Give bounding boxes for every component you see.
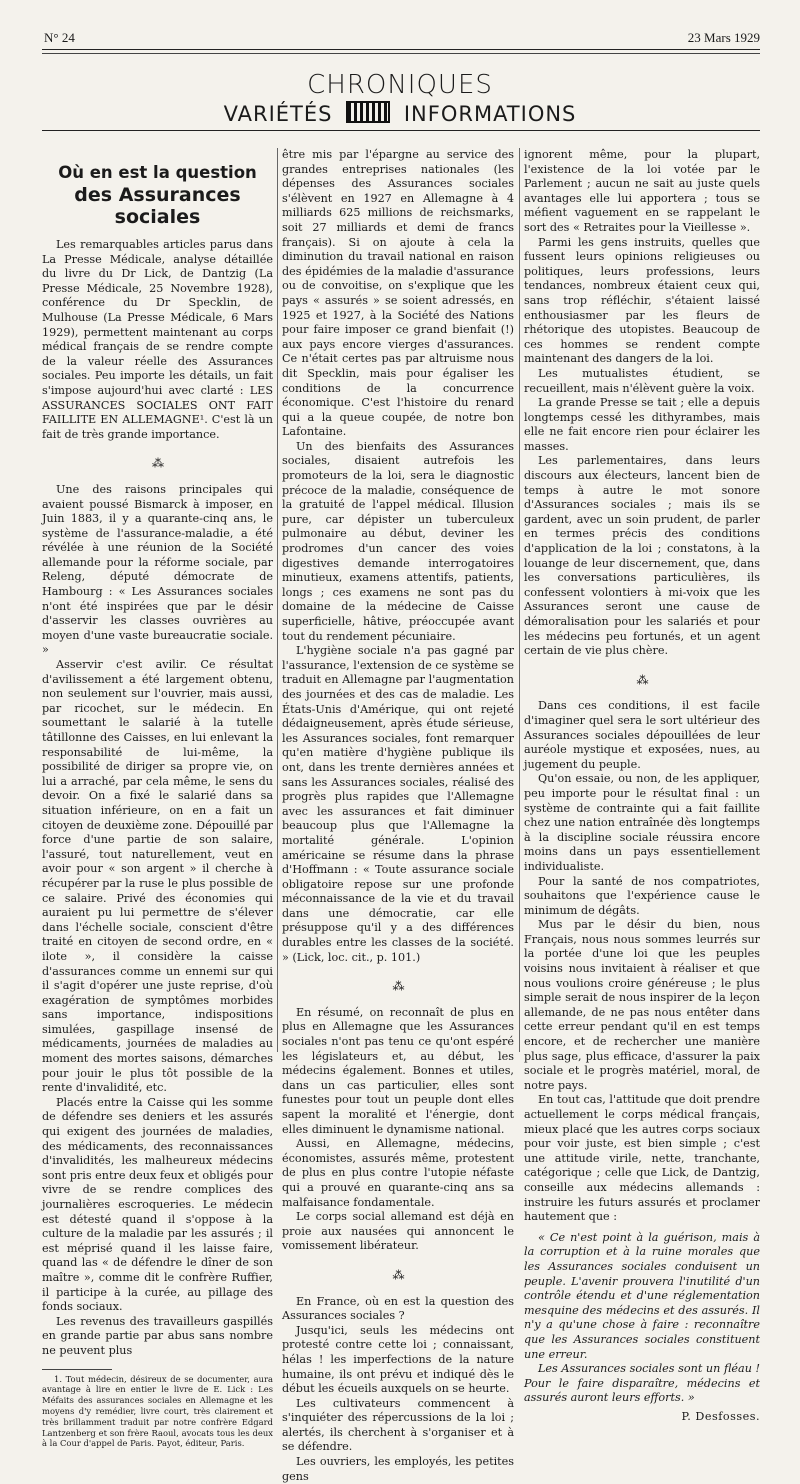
article-title: Où en est la question des Assurances sociales [58,163,257,228]
paragraph: En résumé, on reconnaît de plus en plus en Allemagne que les Assurances sociales n'ont pas tenu ce qu'ont espéré les législateurs et, au début, les médecins également. Bonnes et utiles, dans un cas particulier, elles sont funestes pour tout un peuple dont elles sapent la moralité et l'énergie, dont elles diminuent le dynamisme national. [282,1005,514,1136]
paragraph: L'hygiène sociale n'a pas gagné par l'assurance, l'extension de ce système se traduit en Allemagne par l'augmentation des journées et des cas de maladie. Les États-Unis d'Amérique, qui ont rejeté dédaigneusement, après étude sérieuse, les Assurances sociales, font remarquer qu'en matière d'hygiène publique ils ont, dans les trente dernières années et sans les Assurances sociales, réalisé des progrès plus rapides que l'Allemagne avec les assurances et fait diminuer beaucoup plus que l'Allemagne la mortalité générale. L'opinion américaine se résume dans la phrase d'Hoffmann : « Toute assurance sociale obligatoire repose sur une profonde méconnaissance de la vie et du travail dans une démocratie, car elle présuppose qu'il y a des différences durables entre les classes de la société. » (Lick, loc. cit., p. 101.) [282,644,514,964]
masthead-varietes: VARIÉTÉS [223,102,333,126]
ornament-icon [346,101,390,123]
paragraph: Une des raisons principales qui avaient poussé Bismarck à imposer, en Juin 1883, il y a quarante-cinq ans, le système de l'assurance-maladie, a été révélée à une réunion de la Société allemande pour la réforme sociale, par Releng, député démocrate de Hambourg : « Les Assurances sociales n'ont été inspirées que par le désir d'asservir les classes ouvrières au moyen d'une vaste bureaucratie sociale. » [42,482,273,657]
column-1 [42,148,273,1449]
paragraph: La grande Presse se tait ; elle a depuis longtemps cessé les dithyrambes, mais elle ne fait encore rien pour éclairer les masses. [524,396,760,453]
footnote-rule [42,1369,112,1370]
paragraph: Pour la santé de nos compatriotes, souhaitons que l'expérience cause le minimum de dégâts. [524,874,760,917]
paragraph: En tout cas, l'attitude que doit prendre actuellement le corps médical français, mieux placé que les autres corps sociaux pour voir juste, est bien simple ; c'est une attitude virile, nette, tranchante, catégorique ; celle que Lick, de Dantzig, conseille aux médecins allemands : instruire les futurs assurés et proclamer hautement que : [524,1093,760,1224]
paragraph: Jusqu'ici, seuls les médecins ont protesté contre cette loi ; connaissant, hélas ! les imperfections de la nature humaine, ils ont prévu et indiqué dès le début les écueils auxquels on se heurte. [282,1323,514,1396]
paragraph: En France, où en est la question des Assurances sociales ? [282,1294,514,1323]
paragraph: Les revenus des travailleurs gaspillés en grande partie par abus sans nombre ne peuvent plus [42,1314,273,1357]
paragraph: Le corps social allemand est déjà en proie aux nausées qui annoncent le vomissement libérateur. [282,1210,514,1253]
paragraph: Les remarquables articles parus dans La Presse Médicale, analyse détaillée du livre du Dr Lick, de Dantzig (La Presse Médicale, 25 Novembre 1928), conférence du Dr Specklin, de Mulhouse (La Presse Médicale, 6 Mars 1929), permettent maintenant au corps médical français de se rendre compte de la valeur réelle des Assurances sociales. Peu importe les détails, un fait s'impose aujourd'hui avec clarté : LES ASSURANCES SOCIALES ONT FAIT FAILLITE EN ALLEMAGNE¹. C'est là un fait de très grande importance. [42,238,273,441]
header-rule-thin [42,53,760,54]
paragraph: Aussi, en Allemagne, médecins, économistes, assurés même, protestent de plus en plus contre l'utopie néfaste qui a prouvé en quarante-cinq ans sa malfaisance fondamentale. [282,1137,514,1209]
paragraph: Les mutualistes étudient, se recueillent, mais n'élèvent guère la voix. [524,366,760,395]
column-divider [277,148,278,1052]
paragraph: être mis par l'épargne au service des grandes entreprises nationales (les dépenses des Assurances sociales s'élèvent en 1927 en Allemagne à 4 milliards 625 millions de reichsmarks, soit 27 milliards et demi de francs français). Si on ajoute à cela la diminution du travail national en raison des épidémies de la maladie d'assurance ou de convoitise, on s'explique que les pays « assurés » se soient adressés, en 1925 et 1927, à la Société des Nations pour faire imposer ce grand bienfait (!) aux pays encore vierges d'assurances. Ce n'était certes pas par altruisme nous dit Specklin, mais pour égaliser les conditions de la concurrence économique. C'est l'histoire du renard qui a la queue coupée, de notre bon Lafontaine. [282,148,514,439]
masthead-informations: INFORMATIONS [403,102,577,126]
paragraph: ignorent même, pour la plupart, l'existence de la loi votée par le Parlement ; aucun ne sait au juste quels avantages elle lui apportera ; tous se méfient vaguement en se rappelant le sort des « Retraites pour la Vieillesse ». [524,148,760,234]
paragraph: Les parlementaires, dans leurs discours aux électeurs, lancent bien de temps à autre le mot sonore d'Assurances sociales ; mais ils se gardent, avec un soin prudent, de parler en termes précis des conditions d'application de la loi ; constatons, à la louange de leur discernement, que, dans les conversations particulières, ils confessent volontiers à mi-voix que les Assurances seront une cause de démoralisation pour les salariés et pour les médecins peu fortunés, et un agent certain de vie plus chère. [524,454,760,658]
masthead-rule [42,130,760,131]
quotation: « Ce n'est point à la guérison, mais à la corruption et à la ruine morales que les Assurances sociales conduisent un peuple. L'avenir prouvera l'inutilité d'un contrôle étendu et d'une réglementation mesquine des médecins et des assurés. Il n'y a qu'une chose à faire : reconnaître que les Assurances sociales constituent une erreur. [524,1230,760,1361]
masthead-chroniques: CHRONIQUES [307,70,493,100]
paragraph: Les ouvriers, les employés, les petites gens [282,1455,514,1483]
section-break: ⁂ [152,456,163,471]
paragraph: Placés entre la Caisse qui les somme de défendre ses deniers et les assurés qui exigent des journées de maladies, des médicaments, des reconnaissances d'invalidités, les malheureux médecins sont pris entre deux feux et obligés pour vivre de se rendre complices des journalières escroqueries. Le médecin est détesté quand il s'oppose à la culture de la maladie par les assurés ; il est méprisé quand il les laisse faire, quand las « de défendre le dîner de son maître », comme dit le confrère Ruffier, il participe à la curée, au pillage des fonds sociaux. [42,1095,273,1314]
masthead-subtitle [0,101,800,126]
quotation: Les Assurances sociales sont un fléau ! Pour le faire disparaître, médecins et assurés auront leurs efforts. » [524,1362,760,1405]
author-signature: P. Desfosses. [681,1409,760,1423]
column-2 [282,148,514,1484]
paragraph: Qu'on essaie, ou non, de les appliquer, peu importe pour le résultat final : un système de contrainte qui a fait faillite chez une nation entraînée dès longtemps à la discipline sociale réussira encore moins dans un pays essentiellement individualiste. [524,772,760,873]
paragraph: Dans ces conditions, il est facile d'imaginer quel sera le sort ultérieur des Assurances sociales dépouillées de leur auréole mystique et exposées, nues, au jugement du peuple. [524,699,760,771]
section-break: ⁂ [392,979,404,994]
paragraph: Parmi les gens instruits, quelles que fussent leurs opinions religieuses ou politiques, leurs professions, leurs tendances, nombreux étaient ceux qui, sans trop réfléchir, s'étaient laissé enthousiasmer par les fleurs de rhétorique des utopistes. Beaucoup de ces hommes se rendent compte maintenant des dangers de la loi. [524,235,760,366]
paragraph: Les cultivateurs commencent à s'inquiéter des répercussions de la loi ; alertés, ils cherchent à s'organiser et à se défendre. [282,1396,514,1454]
issue-date: 23 Mars 1929 [687,30,760,45]
paragraph: Asservir c'est avilir. Ce résultat d'avilissement a été largement obtenu, non seulement sur l'ouvrier, mais aussi, par ricochet, sur le médecin. En soumettant le salarié à la tutelle tâtillonne des Caisses, en lui enlevant la responsabilité de lui-même, la possibilité de diriger sa propre vie, on lui a arraché, par cela même, le sens du devoir. On a fixé le salarié dans sa situation inférieure, on en a fait un citoyen de deuxième zone. Dépouillé par force d'une partie de son salaire, l'assuré, tout naturellement, veut en avoir pour « son argent » il cherche à récupérer par la ruse le plus possible de ce salaire. Privé des économies qui auraient pu lui permettre de s'élever dans l'échelle sociale, conscient d'être traité en citoyen de second ordre, en « ilote », il considère la caisse d'assurances comme un ennemi sur qui il s'agit d'opérer une juste reprise, d'où exagération de symptômes morbides sans importance, indispositions simulées, gaspillage insensé de médicaments, journées de maladies au moment des mortes saisons, démarches pour jouir le plus tôt possible de la rente d'invalidité, etc. [42,658,273,1095]
footnote: 1. Tout médecin, désireux de se documenter, aura avantage à lire en entier le livre de E. Lick : Les Méfaits des assurances sociales en Allemagne et les moyens d'y remédier, livre court, très clairement et très brillamment traduit par notre confrère Edgard Lantzenberg et son frère Raoul, avocats tous les deux à la Cour d'appel de Paris. Payot, éditeur, Paris. [42,1373,273,1449]
paragraph: Mus par le désir du bien, nous Français, nous nous sommes leurrés sur la portée d'une loi que les peuples voisins nous invitaient à réaliser et que nous voulions croire généreuse ; le plus simple serait de nous inspirer de la leçon allemande, de ne pas nous entêter dans cette erreur pendant qu'il en est temps encore, et de rechercher une manière plus sage, plus efficace, d'assurer la paix sociale et le progrès matériel, moral, de notre pays. [524,918,760,1092]
issue-number: N° 24 [44,30,75,45]
column-3 [524,148,760,1424]
header-rule [42,49,760,50]
section-break: ⁂ [392,1267,404,1282]
paragraph: Un des bienfaits des Assurances sociales, disaient autrefois les promoteurs de la loi, sera le diagnostic précoce de la maladie, conséquence de la gratuité de l'appel médical. Illusion pure, car dépister un tuberculeux pulmonaire au début, deviner les prodromes d'un cancer des voies digestives demande interrogatoires minutieux, examens attentifs, patients, longs ; ces examens ne sont pas du domaine de la médecine de Caisse superficielle, hâtive, préoccupée avant tout du rendement pécuniaire. [282,439,514,643]
section-break: ⁂ [636,672,648,687]
column-divider [519,148,520,1052]
